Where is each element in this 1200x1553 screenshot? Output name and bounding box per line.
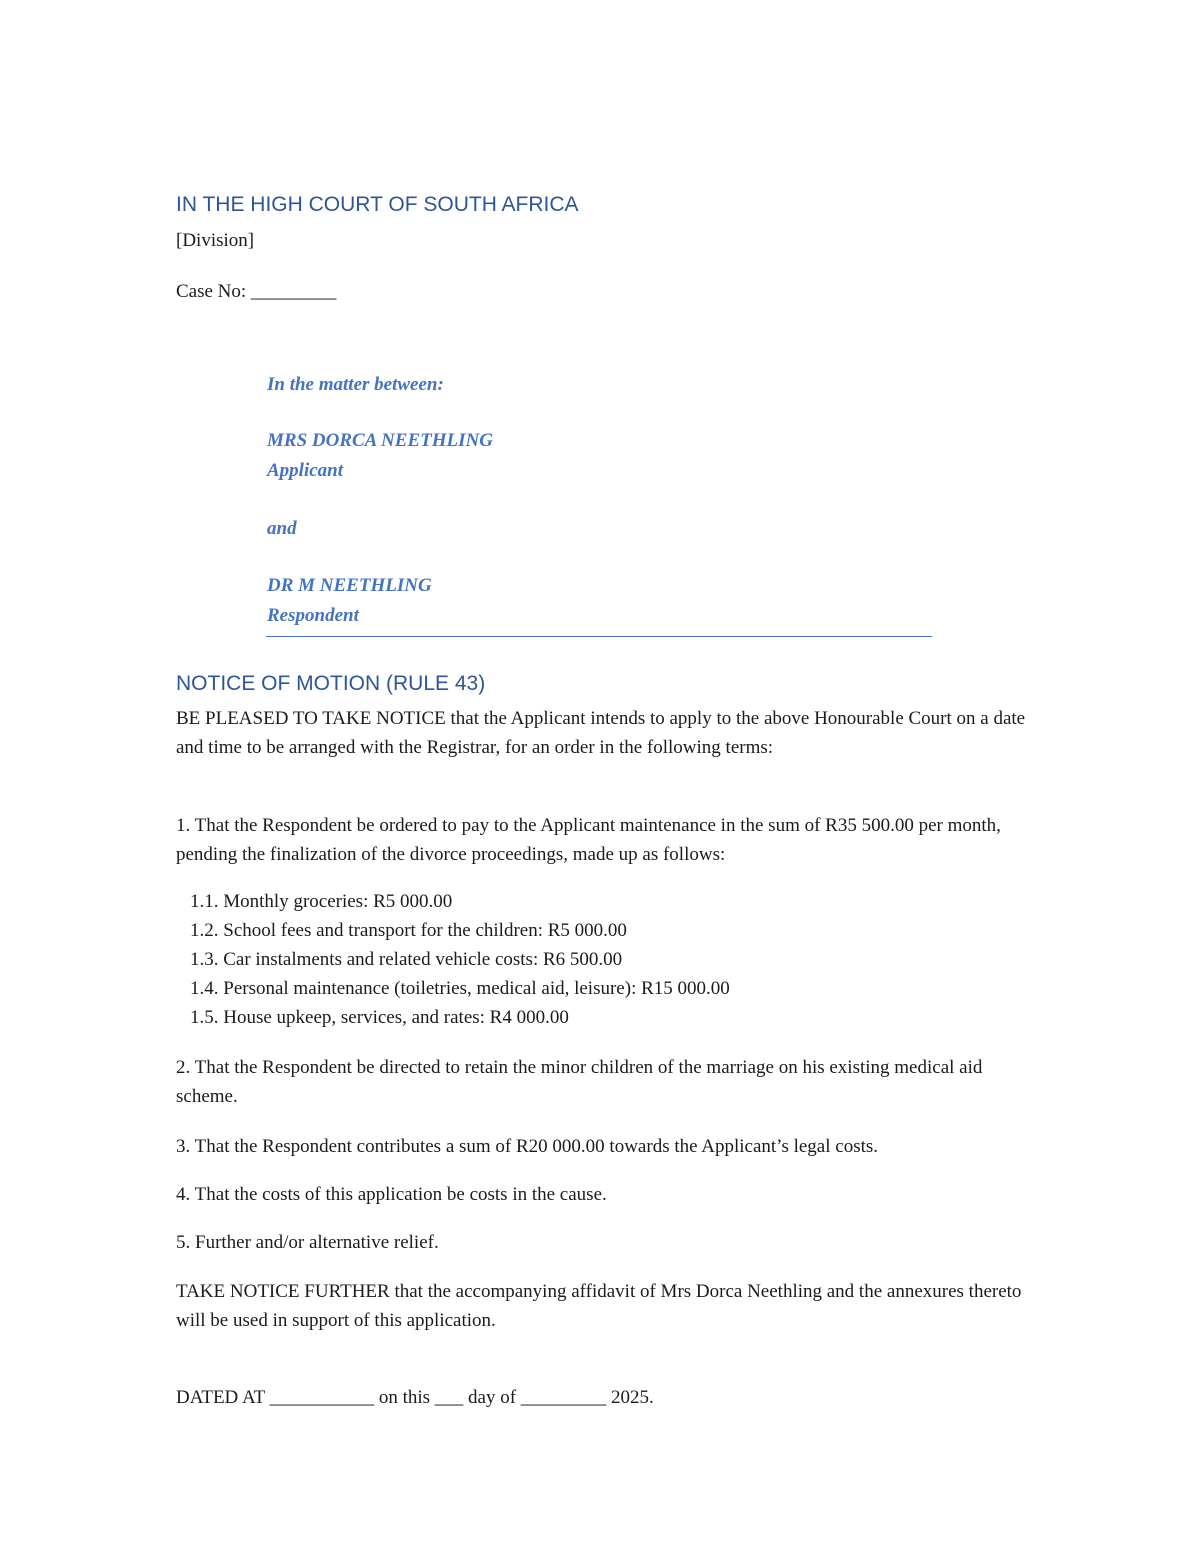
case-number: Case No: _________	[176, 281, 337, 302]
and-label: and	[267, 518, 297, 539]
take-notice-further: TAKE NOTICE FURTHER that the accompanying affidavit of Mrs Dorca Neethling and the annexures thereto will be used in support of this application.	[176, 1281, 1022, 1331]
notice-intro: BE PLEASED TO TAKE NOTICE that the Applicant intends to apply to the above Honourable Court on a date and time to be arranged with the Registrar, for an order in the following terms:	[176, 708, 1026, 758]
court-title: IN THE HIGH COURT OF SOUTH AFRICA	[176, 193, 579, 216]
notice-title: NOTICE OF MOTION (RULE 43)	[176, 672, 486, 695]
sub-item-house-upkeep: 1.5. House upkeep, services, and rates: R4 000.00	[190, 1007, 569, 1028]
sub-item-groceries: 1.1. Monthly groceries: R5 000.00	[190, 891, 453, 912]
order-item-5: 5. Further and/or alternative relief.	[176, 1232, 439, 1253]
order-item-3: 3. That the Respondent contributes a sum of R20 000.00 towards the Applicant’s legal costs.	[176, 1136, 879, 1157]
parties-divider	[266, 636, 932, 637]
sub-item-school-fees: 1.2. School fees and transport for the children: R5 000.00	[190, 920, 627, 941]
respondent-role: Respondent	[267, 605, 359, 626]
applicant-role: Applicant	[267, 460, 344, 481]
order-item-2: 2. That the Respondent be directed to retain the minor children of the marriage on his existing medical aid scheme.	[176, 1057, 983, 1107]
sub-item-personal-maintenance: 1.4. Personal maintenance (toiletries, medical aid, leisure): R15 000.00	[190, 978, 730, 999]
division-label: [Division]	[176, 230, 255, 251]
applicant-name: MRS DORCA NEETHLING	[267, 430, 493, 451]
order-item-4: 4. That the costs of this application be costs in the cause.	[176, 1184, 607, 1205]
matter-between-label: In the matter between:	[267, 374, 444, 395]
respondent-name: DR M NEETHLING	[267, 575, 432, 596]
dated-line: DATED AT ___________ on this ___ day of _________ 2025.	[176, 1387, 654, 1408]
order-item-1: 1. That the Respondent be ordered to pay to the Applicant maintenance in the sum of R35 500.00 per month, pending the finalization of the divorce proceedings, made up as follows:	[176, 815, 1001, 865]
sub-item-car-instalments: 1.3. Car instalments and related vehicle costs: R6 500.00	[190, 949, 623, 970]
